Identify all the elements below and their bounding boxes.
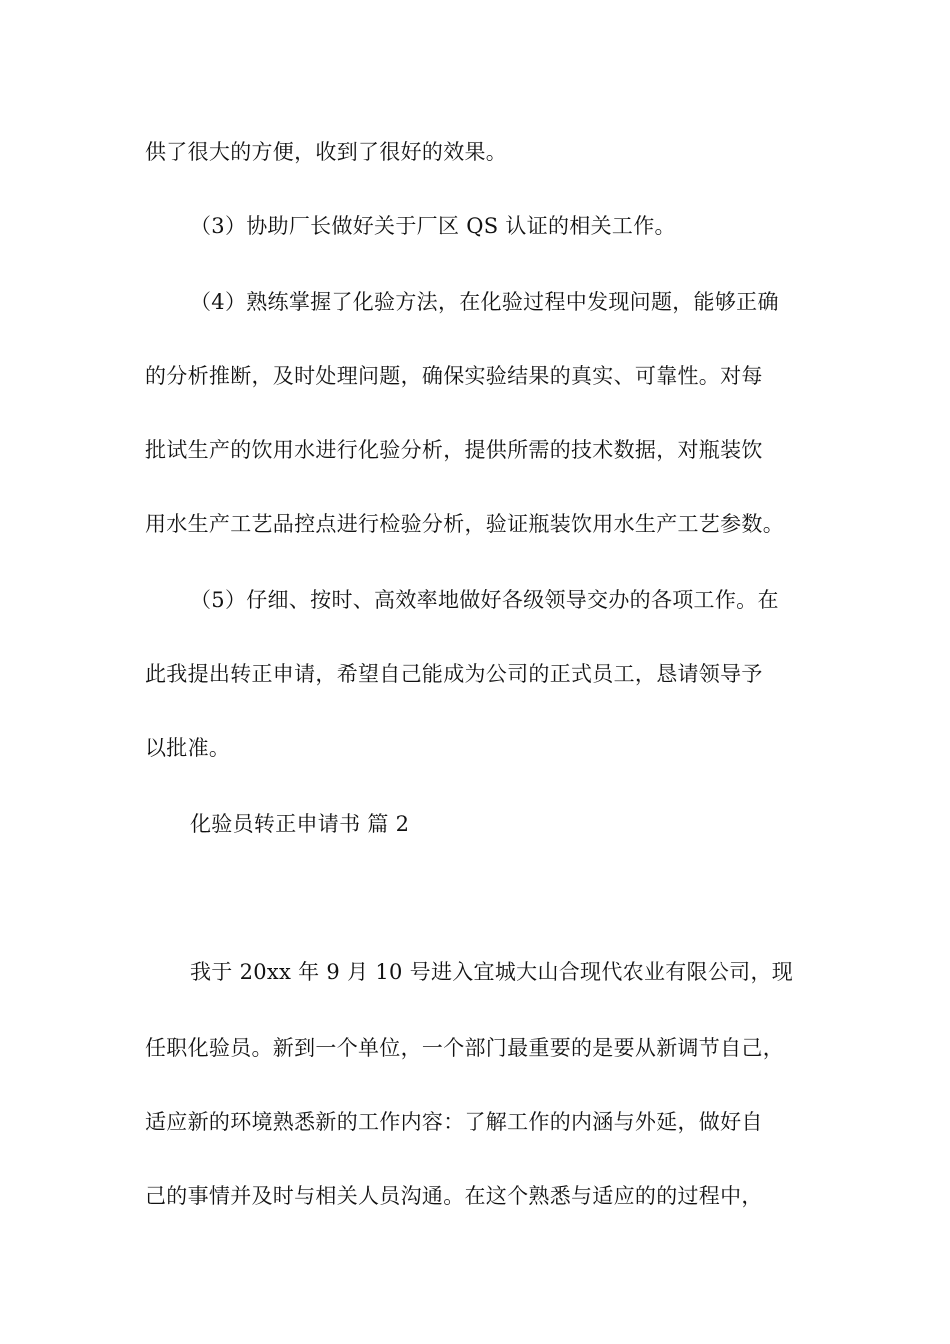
list-item-5: （5）仔细、按时、高效率地做好各级领导交办的各项工作。在 xyxy=(190,588,779,612)
paragraph-line: 适应新的环境熟悉新的工作内容：了解工作的内涵与外延，做好自 xyxy=(145,1110,763,1134)
paragraph-line: 己的事情并及时与相关人员沟通。在这个熟悉与适应的的过程中， xyxy=(145,1184,763,1208)
list-item-4: （4）熟练掌握了化验方法，在化验过程中发现问题，能够正确 xyxy=(190,290,779,314)
paragraph-line: 此我提出转正申请，希望自己能成为公司的正式员工，恳请领导予 xyxy=(145,662,763,686)
paragraph-line: 我于 20xx 年 9 月 10 号进入宜城大山合现代农业有限公司，现 xyxy=(190,960,794,984)
section-heading: 化验员转正申请书 篇 2 xyxy=(190,812,410,836)
paragraph-line: 的分析推断，及时处理问题，确保实验结果的真实、可靠性。对每 xyxy=(145,364,763,388)
list-item-3: （3）协助厂长做好关于厂区 QS 认证的相关工作。 xyxy=(190,214,676,238)
paragraph-line: 以批准。 xyxy=(145,736,231,760)
paragraph-line: 任职化验员。新到一个单位，一个部门最重要的是要从新调节自己， xyxy=(145,1036,784,1060)
paragraph-line: 批试生产的饮用水进行化验分析，提供所需的技术数据，对瓶装饮 xyxy=(145,438,763,462)
paragraph-line: 用水生产工艺品控点进行检验分析，验证瓶装饮用水生产工艺参数。 xyxy=(145,512,784,536)
paragraph-line: 供了很大的方便，收到了很好的效果。 xyxy=(145,140,508,164)
